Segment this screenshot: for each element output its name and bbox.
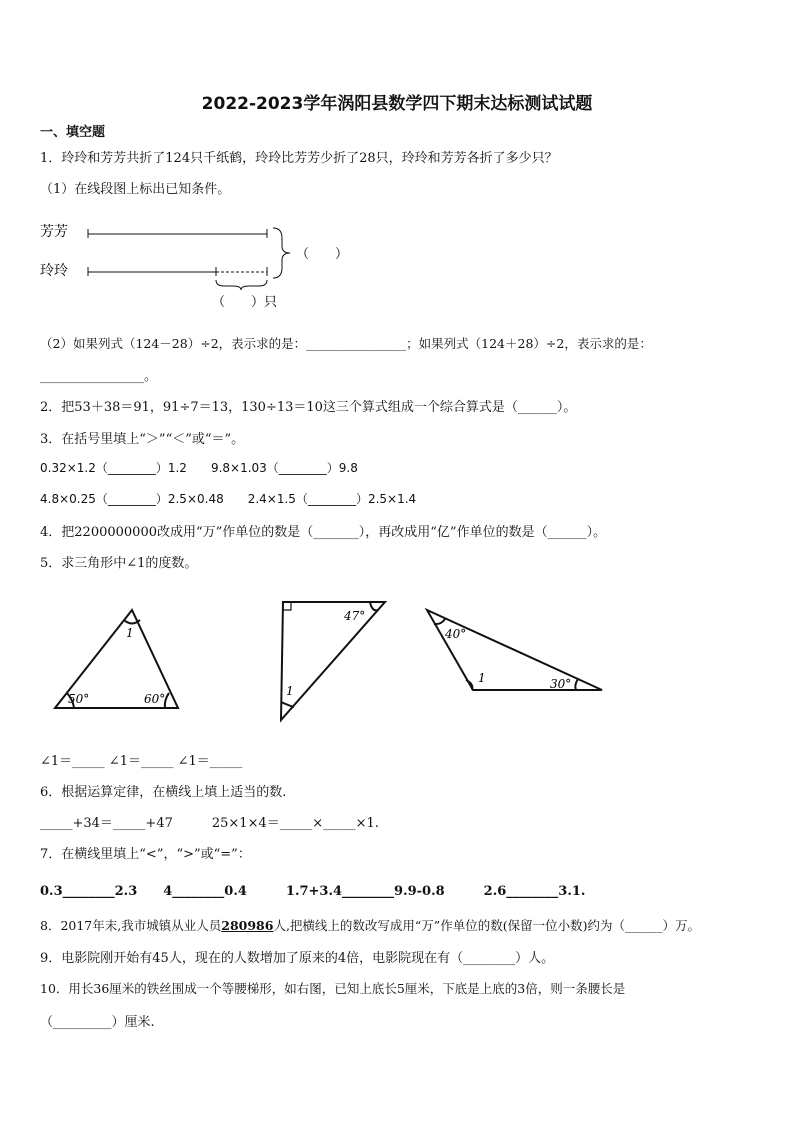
triangle-3 bbox=[427, 610, 602, 690]
right-brace bbox=[273, 228, 290, 278]
t1-angle-1: 1 bbox=[126, 626, 134, 640]
triangle-2 bbox=[281, 602, 385, 720]
question-6-row: _____+34＝_____+47 25×1×4＝_____×_____×1. bbox=[40, 816, 379, 831]
question-8-post: 人,把横线上的数改写成用“万”作单位的数(保留一位小数)约为（______）万。 bbox=[273, 918, 700, 933]
question-1-part1: （1）在线段图上标出已知条件。 bbox=[40, 182, 231, 197]
question-1-part2: （2）如果列式（124－28）÷2，表示求的是：________________；如果列式（124＋28）÷2，表示求的是： bbox=[40, 336, 652, 351]
question-10-line-1: 10．用长36厘米的铁丝围成一个等腰梯形，如右图，已知上底长5厘米，下底是上底的3倍，则一条腰长是 bbox=[40, 981, 626, 996]
line-segment-diagram bbox=[30, 210, 370, 315]
question-8-text bbox=[40, 916, 700, 934]
page-title: 2022-2023学年涡阳县数学四下期末达标测试试题 bbox=[201, 94, 593, 114]
t3-angle-1: 1 bbox=[478, 671, 486, 685]
t3-angle-30: 30° bbox=[550, 677, 572, 691]
question-3-row-1: 0.32×1.2（________）1.2 9.8×1.03（________）9.8 bbox=[40, 461, 358, 475]
question-7-text: 7．在横线里填上“<”，“>”或“=”： bbox=[40, 847, 251, 862]
t2-angle-1: 1 bbox=[286, 684, 294, 698]
question-9-text: 9．电影院刚开始有45人，现在的人数增加了原来的4倍，电影院现在有（________）人。 bbox=[40, 951, 555, 966]
t2-angle-47: 47° bbox=[344, 609, 366, 623]
question-8-pre: 8．2017年末,我市城镇从业人员 bbox=[40, 918, 222, 933]
question-10-line-2: （_________）厘米. bbox=[40, 1015, 155, 1030]
t1-angle-60: 60° bbox=[144, 692, 166, 706]
triangles-figure bbox=[40, 590, 620, 730]
question-2-text: 2．把53＋38＝91，91÷7＝13，130÷13＝10这三个算式组成一个综合算式是（______）。 bbox=[40, 400, 577, 415]
bottom-brace bbox=[216, 280, 267, 290]
label-fangfang: 芳芳 bbox=[40, 224, 68, 240]
question-8-number: 280986 bbox=[221, 918, 274, 933]
question-3-row-2: 4.8×0.25（________）2.5×0.48 2.4×1.5（________）2.5×1.4 bbox=[40, 492, 417, 506]
question-3-text: 3．在括号里填上“＞”“＜”或“＝”。 bbox=[40, 432, 245, 447]
below-blank: （ ）只 bbox=[212, 295, 278, 310]
label-lingling: 玲玲 bbox=[40, 263, 68, 279]
question-5-text: 5．求三角形中∠1的度数。 bbox=[40, 556, 198, 571]
question-4-text: 4．把2200000000改成用“万”作单位的数是（_______），再改成用“亿”作单位的数是（______）。 bbox=[40, 525, 607, 540]
question-6-text: 6．根据运算定律，在横线上填上适当的数. bbox=[40, 785, 287, 800]
brace-blank: （ ） bbox=[296, 247, 349, 262]
section-heading: 一、填空题 bbox=[40, 125, 106, 140]
question-5-answers: ∠1＝_____ ∠1＝_____ ∠1＝_____ bbox=[40, 754, 243, 769]
t1-angle-50: 50° bbox=[68, 692, 90, 706]
question-1-part2-answer: ________________。 bbox=[40, 369, 158, 384]
question-7-row: 0.3________2.3 4________0.4 1.7+3.4________9.9-0.8 2.6________3.1. bbox=[40, 884, 586, 899]
t3-angle-40: 40° bbox=[445, 627, 467, 641]
question-1-text: 1．玲玲和芳芳共折了124只千纸鹤，玲玲比芳芳少折了28只，玲玲和芳芳各折了多少只？ bbox=[40, 151, 558, 166]
